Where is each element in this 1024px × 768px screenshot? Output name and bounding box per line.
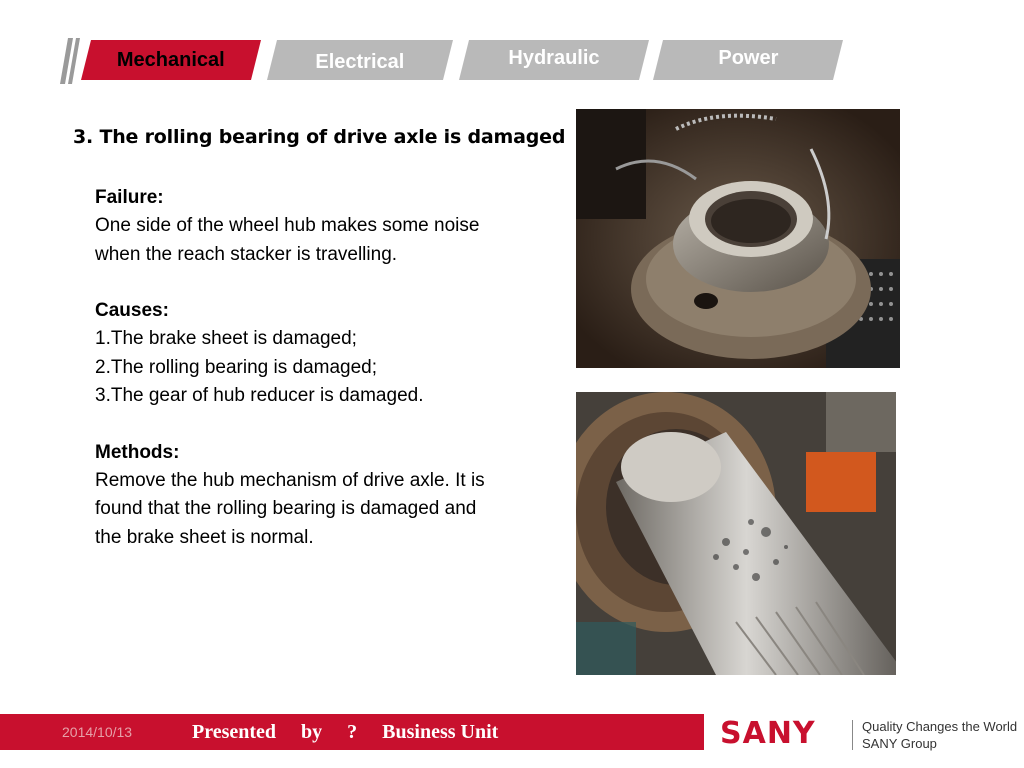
cause-item: 3.The gear of hub reducer is damaged. bbox=[95, 385, 424, 407]
failure-heading: Failure: bbox=[95, 187, 164, 208]
failure-line: One side of the wheel hub makes some noise bbox=[95, 215, 480, 237]
methods-line: the brake sheet is normal. bbox=[95, 526, 314, 548]
tab-hydraulic[interactable] bbox=[459, 40, 649, 80]
footer-date: 2014/10/13 bbox=[62, 724, 133, 740]
tab-electrical-label: Electrical bbox=[315, 50, 404, 73]
tab-power[interactable] bbox=[653, 40, 843, 80]
cause-item: 1.The brake sheet is damaged; bbox=[95, 328, 357, 350]
tab-hydraulic-label: Hydraulic bbox=[508, 46, 601, 69]
methods-line: found that the rolling bearing is damaged and bbox=[95, 498, 477, 520]
spacer bbox=[95, 410, 555, 438]
footer-presented-by: Presented by ? Business Unit bbox=[192, 721, 499, 743]
axle-shaft-photo bbox=[576, 392, 896, 675]
slide-title: 3. The rolling bearing of drive axle is damaged bbox=[73, 126, 566, 148]
tab-mechanical[interactable] bbox=[81, 40, 261, 80]
footer-slogan bbox=[862, 718, 1017, 752]
slogan-line: Quality Changes the World bbox=[862, 719, 1018, 734]
slogan-company: SANY Group bbox=[862, 736, 937, 751]
footer-divider bbox=[852, 720, 853, 750]
methods-heading: Methods: bbox=[95, 441, 180, 463]
cause-item: 2.The rolling bearing is damaged; bbox=[95, 356, 378, 378]
tab-power-label: Power bbox=[718, 46, 779, 69]
sany-logo: SANY bbox=[720, 716, 816, 751]
tab-slash-decoration bbox=[60, 38, 80, 84]
causes-heading: Causes: bbox=[95, 300, 169, 322]
tab-electrical[interactable] bbox=[267, 40, 453, 80]
spacer bbox=[95, 269, 555, 297]
content-body bbox=[95, 184, 555, 552]
tab-mechanical-label: Mechanical bbox=[117, 48, 225, 71]
methods-line: Remove the hub mechanism of drive axle. It is bbox=[95, 469, 485, 491]
wheel-hub-photo bbox=[576, 109, 900, 368]
failure-line: when the reach stacker is travelling. bbox=[95, 243, 398, 265]
